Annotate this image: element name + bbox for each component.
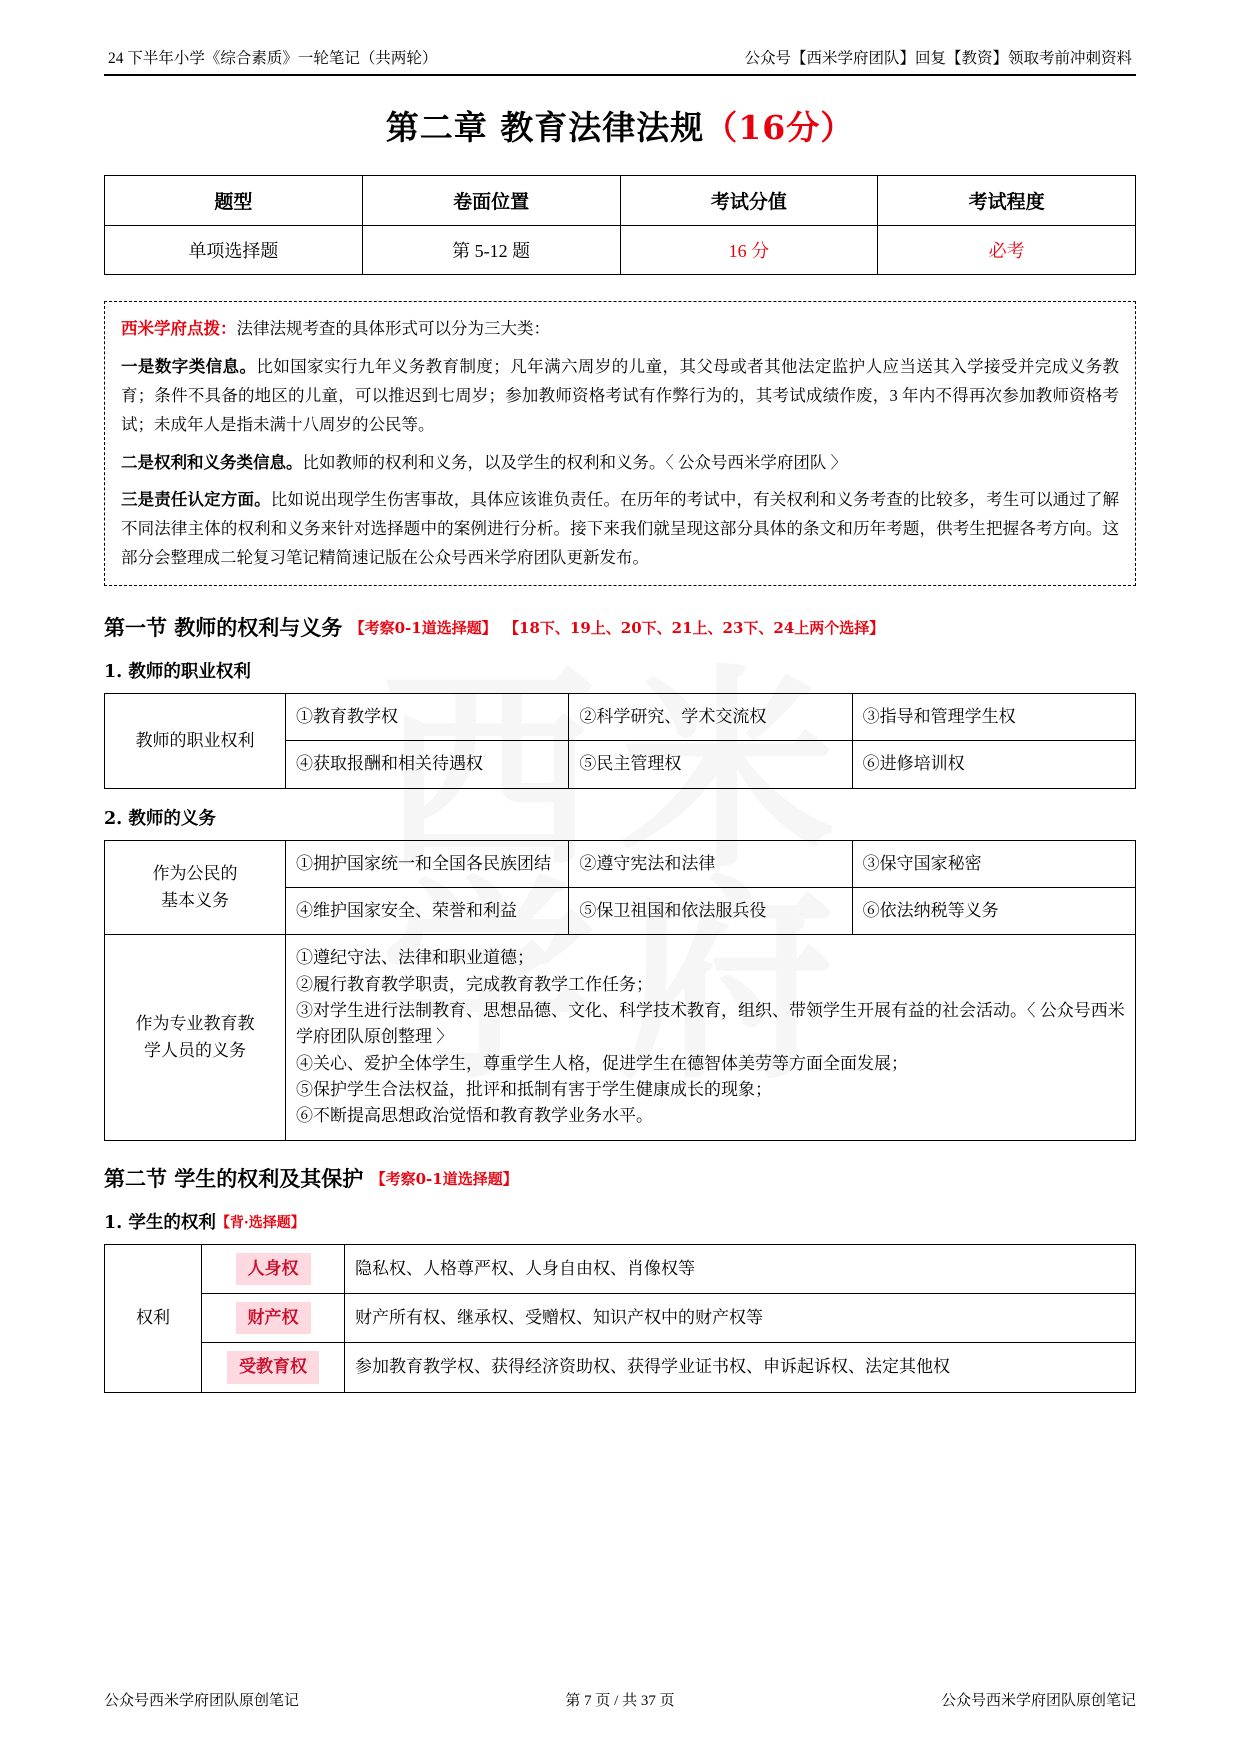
tip-paragraph-2-bold: 二是权利和义务类信息。 [121, 452, 303, 472]
tip-paragraph-2 [121, 449, 1119, 478]
subsection-teacher-rights: 1. 教师的职业权利 [104, 662, 251, 682]
tip-paragraph-3-bold: 三是责任认定方面。 [121, 490, 271, 510]
subsection-student-rights [104, 1209, 1136, 1234]
section-1-tag-1: 【考察0-1道选择题】 [349, 619, 497, 637]
header-right-text: 公众号【西米学府团队】回复【教资】领取考前冲刺资料 [744, 50, 1132, 67]
citizen-duty-label-line2: 基本义务 [161, 890, 229, 910]
section-2-heading [104, 1163, 1136, 1193]
teacher-right-1: ①教育教学权 [286, 694, 569, 741]
professional-duty-label-line1: 作为专业教育教 [135, 1014, 255, 1034]
right-chip-property [202, 1294, 345, 1343]
citizen-duty-1: ①拥护国家统一和全国各民族团结 [286, 840, 569, 887]
tip-paragraph-3-text: 比如说出现学生伤害事故，具体应该谁负责任。在历年的考试中，有关权利和义务考查的比较多，考生可以通过了解不同法律主体的权利和义务来针对选择题中的案例进行分析。接下来我们就呈现这部分具体的条文和历年考题，供考生把握各考方向。这部分会整理成二轮复习笔记精简速记版在公众号西米学府团队更新发布。 [121, 490, 1120, 568]
table-row [105, 694, 1136, 741]
info-header-2: 考试分值 [620, 176, 878, 226]
tip-lead-text: 法律法规考查的具体形式可以分为三大类： [236, 319, 550, 338]
info-header-1: 卷面位置 [362, 176, 620, 226]
citizen-duty-label-line1: 作为公民的 [152, 864, 238, 884]
professional-duty-label [105, 935, 286, 1140]
right-content-property: 财产所有权、继承权、受赠权、知识产权中的财产权等 [345, 1294, 1136, 1343]
header-left-text: 24 下半年小学《综合素质》一轮笔记（共两轮） [108, 50, 438, 67]
citizen-duty-4: ④维护国家安全、荣誉和利益 [286, 888, 569, 935]
table-row [105, 1343, 1136, 1392]
teacher-right-4: ④获取报酬和相关待遇权 [286, 741, 569, 788]
footer-page-number: 第 7 页 / 共 37 页 [565, 1693, 675, 1709]
citizen-duty-5: ⑤保卫祖国和依法服兵役 [569, 888, 852, 935]
table-row [105, 1244, 1136, 1293]
exam-info-table [104, 175, 1136, 275]
section-2-title: 第二节 学生的权利及其保护 [104, 1165, 364, 1191]
tip-lead-paragraph [121, 315, 1119, 344]
title-score: （16分） [704, 108, 855, 147]
right-content-personal: 隐私权、人格尊严权、人身自由权、肖像权等 [345, 1244, 1136, 1293]
title-main: 第二章 教育法律法规 [385, 108, 705, 147]
citizen-duty-label [105, 840, 286, 935]
student-rights-table [104, 1244, 1136, 1393]
header-divider [104, 74, 1136, 76]
right-chip-education-label: 受教育权 [227, 1351, 319, 1383]
teacher-right-6: ⑥进修培训权 [852, 741, 1135, 788]
tip-box [104, 301, 1136, 586]
subsection-student-rights-tag: 【背·选择题】 [215, 1214, 305, 1231]
right-chip-property-label: 财产权 [236, 1302, 311, 1334]
citizen-duty-3: ③保守国家秘密 [852, 840, 1135, 887]
table-row [105, 1294, 1136, 1343]
teacher-rights-label: 教师的职业权利 [105, 694, 286, 789]
right-chip-personal-label: 人身权 [236, 1253, 311, 1285]
teacher-duties-table [104, 840, 1136, 1141]
teacher-right-2: ②科学研究、学术交流权 [569, 694, 852, 741]
info-header-3: 考试程度 [878, 176, 1136, 226]
professional-duty-5: ⑤保护学生合法权益，批评和抵制有害于学生健康成长的现象； [296, 1080, 772, 1100]
page-header [104, 46, 1136, 74]
student-rights-category: 权利 [105, 1244, 202, 1392]
subsection-teacher-duties: 2. 教师的义务 [104, 808, 216, 829]
citizen-duty-2: ②遵守宪法和法律 [569, 840, 852, 887]
footer-left-text: 公众号西米学府团队原创笔记 [104, 1693, 300, 1709]
teacher-right-3: ③指导和管理学生权 [852, 694, 1135, 741]
table-row [105, 176, 1136, 226]
tip-paragraph-3 [121, 486, 1119, 573]
professional-duty-4: ④关心、爱护全体学生，尊重学生人格，促进学生在德智体美劳等方面全面发展； [296, 1053, 908, 1073]
tip-lead-label: 西米学府点拨： [121, 319, 237, 338]
table-row [105, 226, 1136, 275]
teacher-rights-table [104, 693, 1136, 789]
professional-duty-label-line2: 学人员的义务 [144, 1040, 246, 1060]
tip-paragraph-1 [121, 353, 1119, 440]
teacher-right-5: ⑤民主管理权 [569, 741, 852, 788]
info-cell-question-type: 单项选择题 [105, 226, 363, 275]
tip-paragraph-2-text: 比如教师的权利和义务，以及学生的权利和义务。〈 公众号西米学府团队 〉 [302, 452, 847, 472]
section-1-tag-2: 【18下、19上、20下、21上、23下、24上两个选择】 [504, 619, 885, 637]
right-content-education: 参加教育教学权、获得经济资助权、获得学业证书权、申诉起诉权、法定其他权 [345, 1343, 1136, 1392]
page-title [104, 102, 1136, 149]
professional-duty-1: ①遵纪守法、法律和职业道德； [296, 948, 534, 968]
subsection-student-rights-title: 1. 学生的权利 [104, 1212, 216, 1233]
section-1-heading [104, 612, 1136, 642]
table-row [105, 935, 1136, 1140]
section-1-title: 第一节 教师的权利与义务 [104, 615, 343, 640]
right-chip-education [202, 1343, 345, 1392]
right-chip-personal [202, 1244, 345, 1293]
table-row [105, 840, 1136, 887]
info-cell-score: 16 分 [620, 226, 878, 275]
professional-duty-list [286, 935, 1136, 1140]
tip-paragraph-1-bold: 一是数字类信息。 [121, 356, 257, 376]
professional-duty-6: ⑥不断提高思想政治觉悟和教育教学业务水平。 [296, 1106, 653, 1126]
page-footer [104, 1689, 1136, 1710]
citizen-duty-6: ⑥依法纳税等义务 [852, 888, 1135, 935]
info-cell-position: 第 5-12 题 [362, 226, 620, 275]
tip-paragraph-1-text: 比如国家实行九年义务教育制度；凡年满六周岁的儿童，其父母或者其他法定监护人应当送其入学接受并完成义务教育；条件不具备的地区的儿童，可以推迟到七周岁；参加教师资格考试有作弊行为的，其考试成绩作废，3 年内不得再次参加教师资格考试；未成年人是指未满十八周岁的公民等。 [121, 356, 1120, 434]
professional-duty-2: ②履行教育教学职责，完成教育教学工作任务； [296, 974, 653, 994]
footer-right-text: 公众号西米学府团队原创笔记 [940, 1693, 1136, 1709]
section-2-tag: 【考察0-1道选择题】 [370, 1169, 518, 1188]
professional-duty-3: ③对学生进行法制教育、思想品德、文化、科学技术教育，组织、带领学生开展有益的社会活动。〈 公众号西米学府团队原创整理 〉 [296, 1001, 1125, 1047]
info-header-0: 题型 [105, 176, 363, 226]
info-cell-level: 必考 [878, 226, 1136, 275]
